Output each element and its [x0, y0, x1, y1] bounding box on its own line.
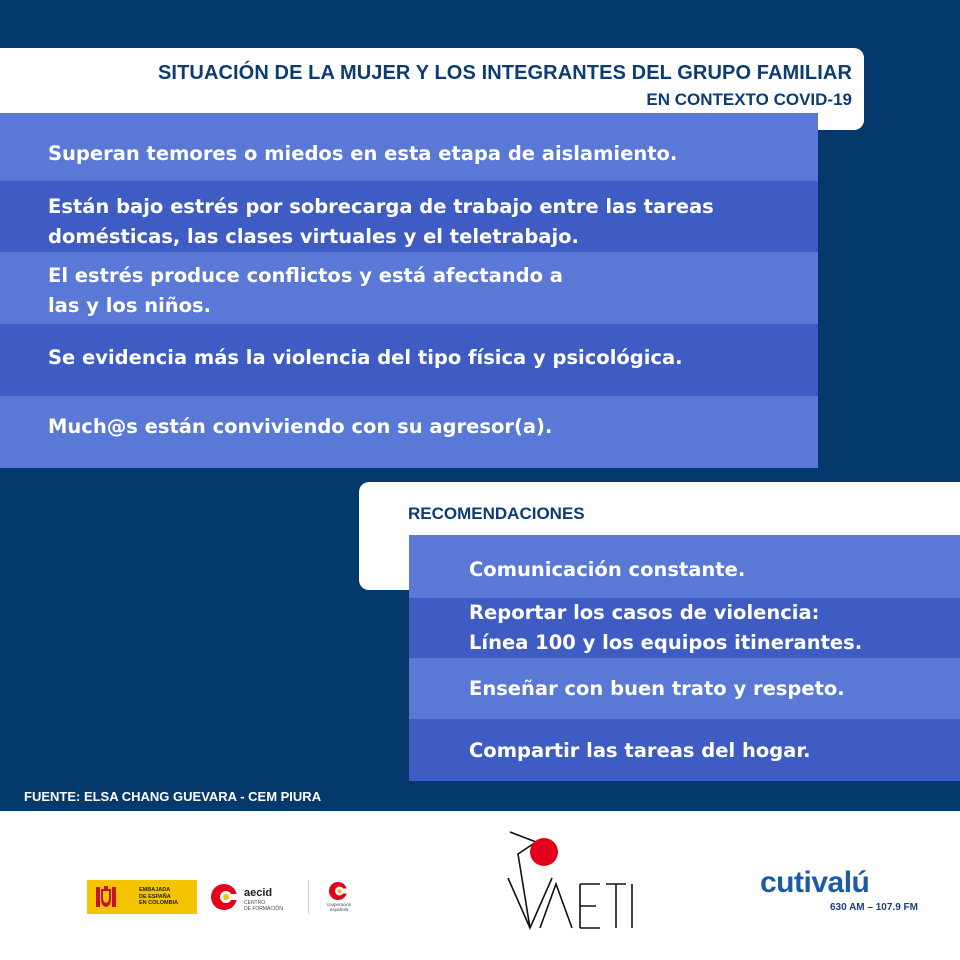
aecid-name: aecid — [244, 887, 273, 899]
page-title: SITUACIÓN DE LA MUJER Y LOS INTEGRANTES DEL GRUPO FAMILIAR — [157, 62, 852, 84]
cooperacion-logo — [314, 880, 364, 914]
aecid-c-icon — [210, 883, 238, 911]
situation-item-text: Están bajo estrés por sobrecarga de trabajo entre las tareas — [48, 195, 714, 218]
recommendation-item — [409, 719, 960, 781]
cutivalu-frequency: 630 AM – 107.9 FM — [829, 902, 918, 913]
situation-item — [0, 324, 818, 396]
situation-item — [0, 181, 818, 252]
page-subtitle: EN CONTEXTO COVID-19 — [646, 90, 852, 109]
situation-item — [0, 396, 818, 468]
recommendation-item — [409, 598, 960, 658]
situation-item — [0, 113, 818, 181]
source-note: FUENTE: ELSA CHANG GUEVARA - CEM PIURA — [24, 789, 322, 804]
aecid-logo — [206, 880, 309, 914]
aecid-subtitle: CENTRO DE FORMACIÓN — [244, 900, 283, 912]
situation-item-text: Se evidencia más la violencia del tipo física y psicológica. — [48, 346, 683, 369]
cutivalu-name: cutivalú — [760, 866, 870, 899]
coat-of-arms-icon — [93, 884, 119, 910]
recommendation-item — [409, 535, 960, 598]
situation-item — [0, 252, 818, 324]
cutivalu-logo — [760, 866, 920, 918]
center-logo-icon — [500, 828, 640, 932]
situation-item-text: Superan temores o miedos en esta etapa de aislamiento. — [48, 142, 678, 165]
recommendations-title: RECOMENDACIONES — [408, 504, 585, 523]
recommendation-item-text: Reportar los casos de violencia: — [469, 601, 820, 624]
cooperacion-text: cooperación española — [326, 902, 352, 912]
recommendation-item-text: Línea 100 y los equipos itinerantes. — [469, 631, 863, 654]
recommendation-item — [409, 658, 960, 719]
recommendation-item-text: Compartir las tareas del hogar. — [469, 739, 811, 762]
situation-item-text: Much@s están conviviendo con su agresor(a). — [48, 415, 553, 438]
recommendation-item-text: Enseñar con buen trato y respeto. — [469, 677, 845, 700]
cooperacion-c-icon — [327, 881, 349, 901]
recommendation-item-text: Comunicación constante. — [469, 558, 746, 581]
situation-item-text: El estrés produce conflictos y está afectando a — [48, 264, 563, 287]
situation-item-text: las y los niños. — [48, 294, 212, 317]
embajada-logo — [87, 880, 197, 914]
situation-item-text: domésticas, las clases virtuales y el teletrabajo. — [48, 225, 579, 248]
embajada-text: EMBAJADA DE ESPAÑA EN COLOMBIA — [139, 887, 179, 906]
